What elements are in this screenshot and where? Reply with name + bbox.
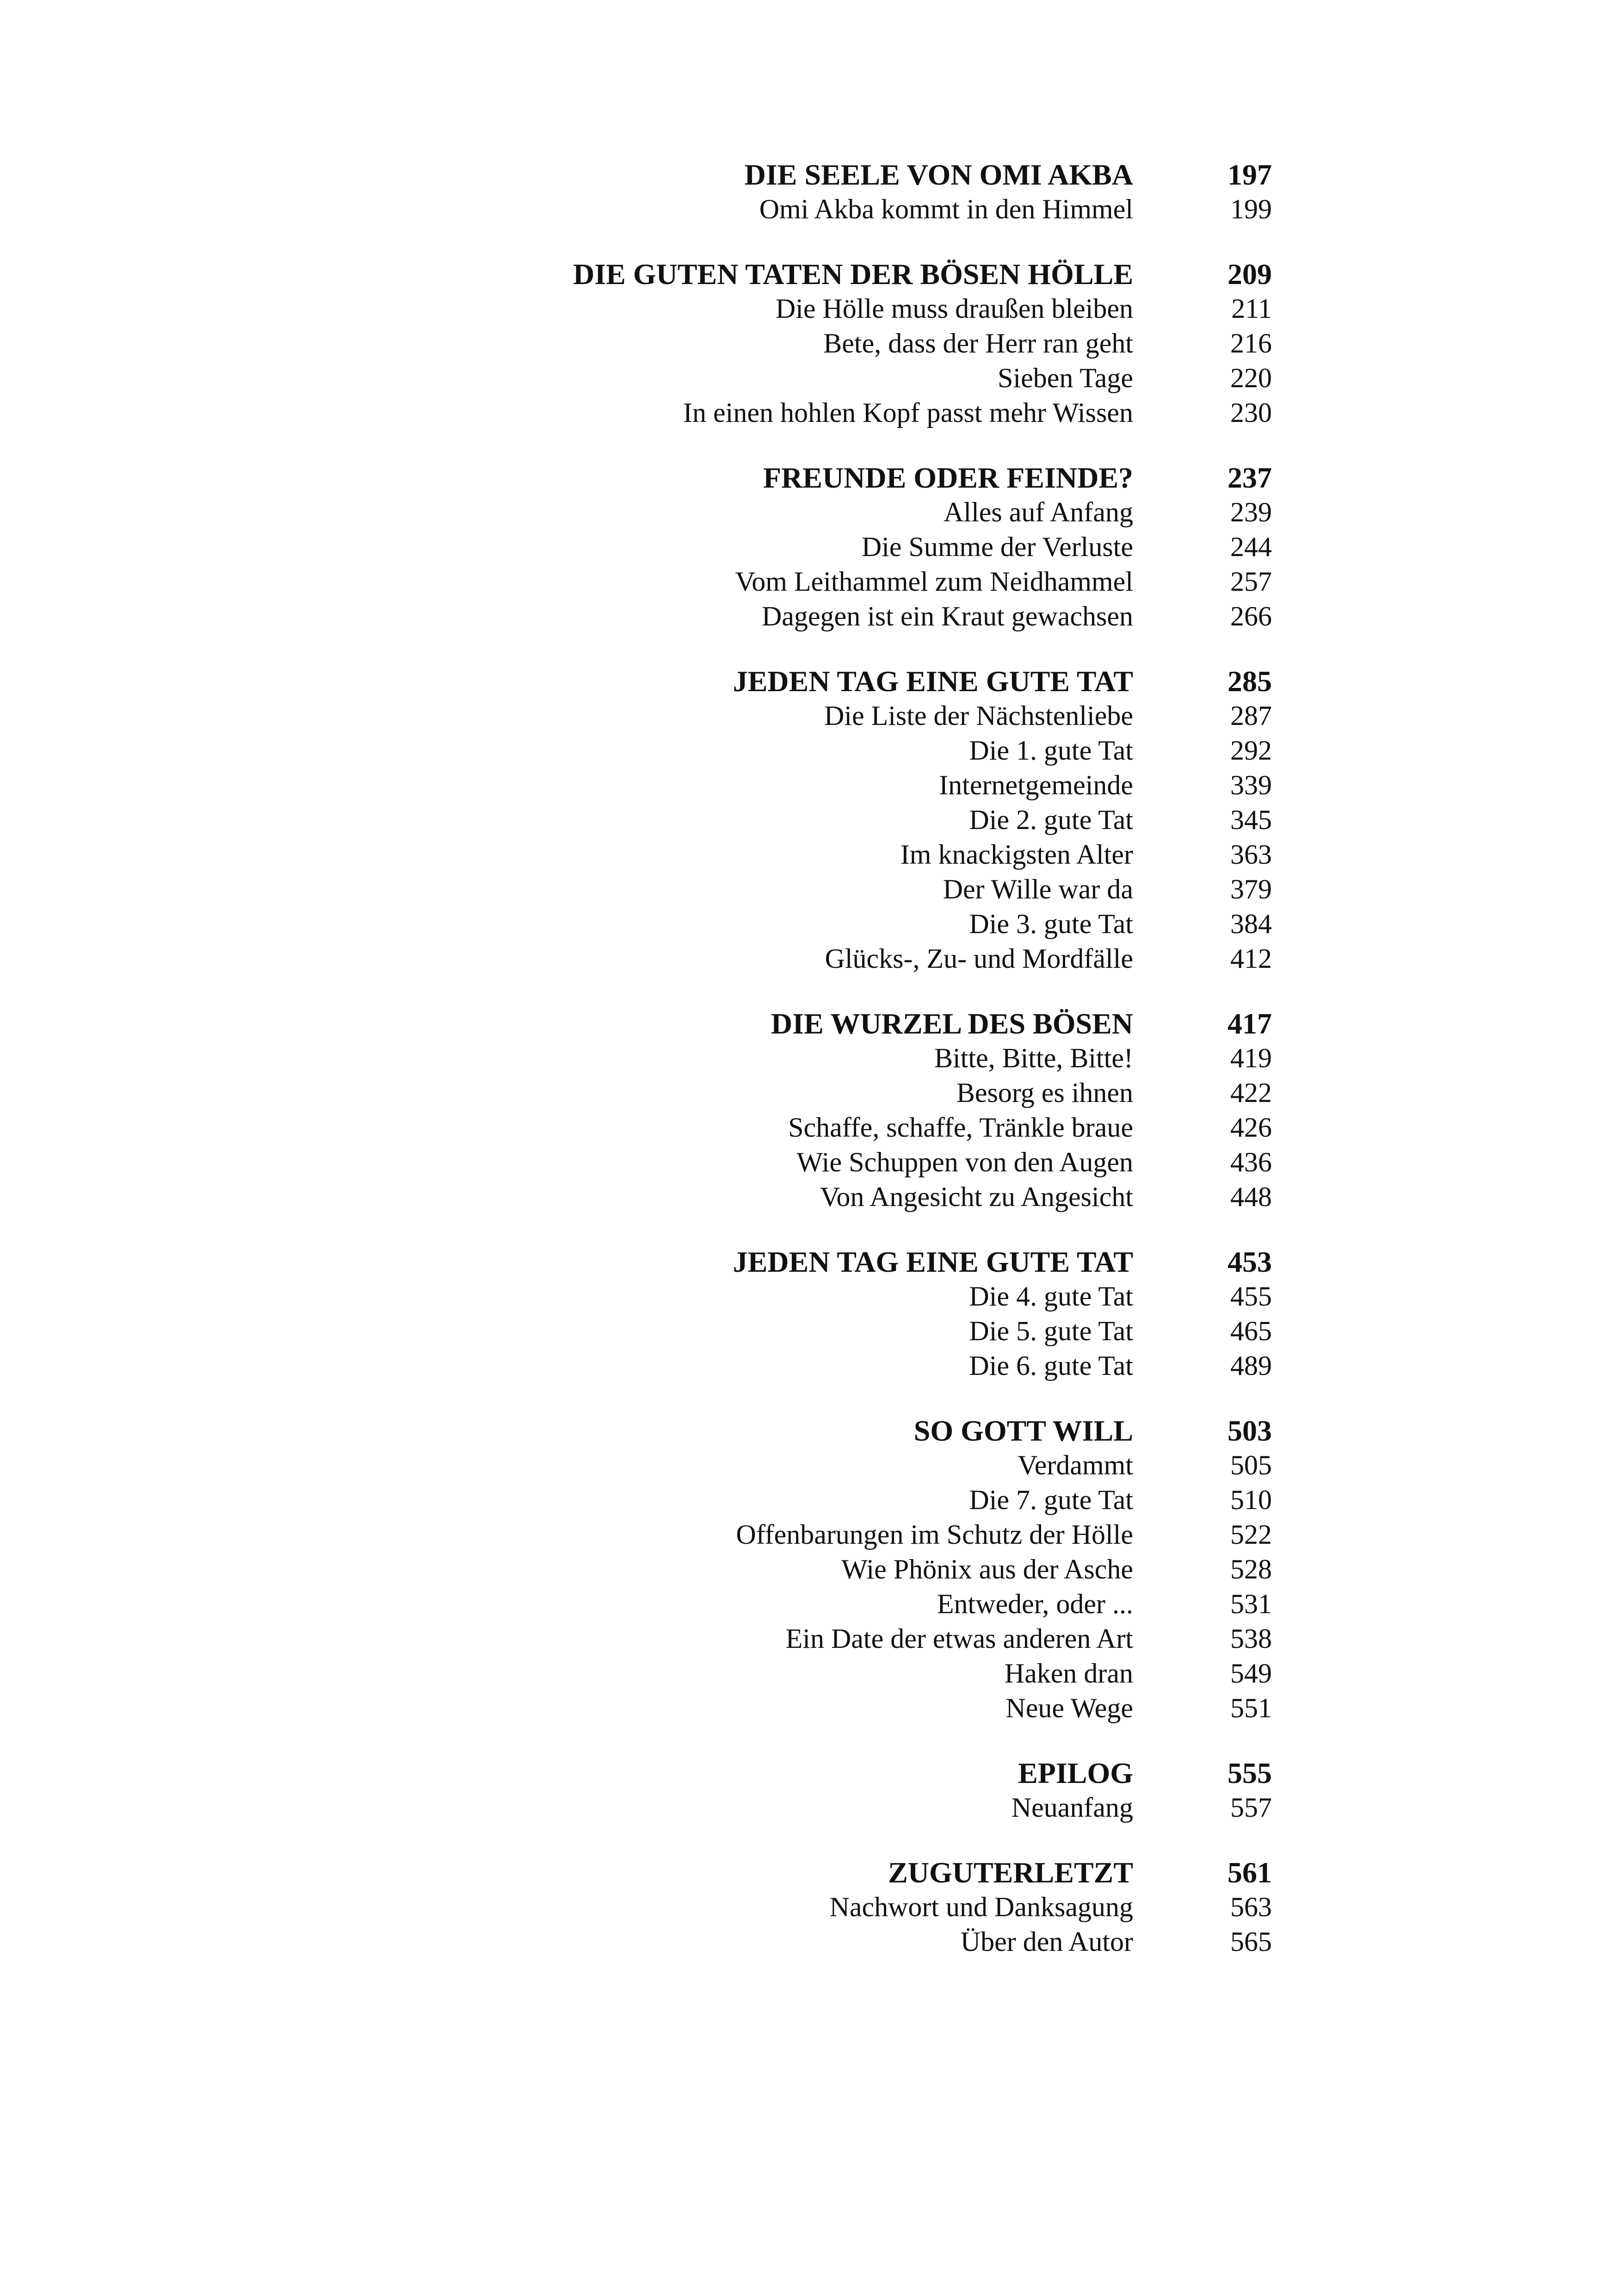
toc-section [0,664,1616,976]
subchapter-title: Die Hölle muss draußen bleiben [775,293,1133,324]
subchapter-title: Die 4. gute Tat [969,1281,1133,1312]
chapter-title: JEDEN TAG EINE GUTE TAT [733,665,1133,698]
subchapter-title: Im knackigsten Alter [900,839,1133,870]
chapter-page-number: 453 [1227,1245,1272,1278]
subchapter-entry [0,872,1616,907]
subchapter-page-number: 422 [1230,1077,1272,1108]
toc-section [0,1006,1616,1214]
subchapter-entry [0,768,1616,803]
subchapter-entry [0,1925,1616,1959]
chapter-title: SO GOTT WILL [913,1414,1133,1447]
subchapter-entry [0,1552,1616,1587]
chapter-entry [0,664,1616,699]
chapter-entry [0,1006,1616,1041]
subchapter-entry [0,495,1616,530]
subchapter-entry [0,1076,1616,1110]
table-of-contents [0,157,1616,1989]
subchapter-page-number: 538 [1230,1623,1272,1654]
subchapter-page-number: 230 [1230,397,1272,428]
chapter-page-number: 285 [1227,665,1272,698]
subchapter-page-number: 551 [1230,1693,1272,1723]
subchapter-page-number: 426 [1230,1112,1272,1143]
subchapter-title: Offenbarungen im Schutz der Hölle [736,1519,1133,1550]
subchapter-entry [0,1349,1616,1383]
subchapter-title: Ein Date der etwas anderen Art [785,1623,1133,1654]
subchapter-page-number: 565 [1230,1926,1272,1957]
subchapter-entry [0,1110,1616,1145]
chapter-entry [0,1244,1616,1279]
subchapter-title: Haken dran [1004,1658,1133,1689]
toc-section [0,460,1616,634]
subchapter-entry [0,699,1616,733]
subchapter-entry [0,1279,1616,1314]
subchapter-page-number: 528 [1230,1554,1272,1584]
subchapter-title: Die 7. gute Tat [969,1485,1133,1515]
subchapter-title: Neue Wege [1005,1693,1133,1723]
subchapter-page-number: 412 [1230,943,1272,974]
subchapter-title: Internetgemeinde [939,770,1133,800]
chapter-entry [0,460,1616,495]
toc-section [0,1413,1616,1726]
chapter-page-number: 209 [1227,258,1272,291]
subchapter-page-number: 379 [1230,874,1272,904]
subchapter-entry [0,1041,1616,1076]
subchapter-title: Wie Schuppen von den Augen [796,1147,1133,1177]
subchapter-page-number: 436 [1230,1147,1272,1177]
toc-section [0,1756,1616,1825]
chapter-entry [0,1413,1616,1448]
chapter-title: FREUNDE ODER FEINDE? [763,461,1133,494]
subchapter-title: Schaffe, schaffe, Tränkle braue [788,1112,1133,1143]
subchapter-title: Verdammt [1018,1450,1133,1480]
subchapter-page-number: 448 [1230,1182,1272,1212]
subchapter-entry [0,1790,1616,1825]
chapter-title: EPILOG [1018,1757,1133,1789]
subchapter-page-number: 531 [1230,1589,1272,1619]
subchapter-title: Die 1. gute Tat [969,735,1133,766]
subchapter-title: Die Summe der Verluste [861,532,1133,562]
subchapter-page-number: 257 [1230,566,1272,597]
subchapter-entry [0,291,1616,326]
subchapter-entry [0,941,1616,976]
chapter-title: JEDEN TAG EINE GUTE TAT [733,1245,1133,1278]
toc-section [0,1855,1616,1959]
subchapter-entry [0,1145,1616,1180]
subchapter-entry [0,326,1616,361]
subchapter-entry [0,1621,1616,1656]
subchapter-entry [0,564,1616,599]
chapter-entry [0,157,1616,192]
chapter-entry [0,1756,1616,1790]
subchapter-entry [0,803,1616,837]
subchapter-page-number: 199 [1230,194,1272,224]
subchapter-entry [0,907,1616,941]
subchapter-page-number: 465 [1230,1316,1272,1346]
chapter-page-number: 555 [1227,1757,1272,1789]
chapter-title: DIE WURZEL DES BÖSEN [771,1007,1133,1040]
chapter-title: ZUGUTERLETZT [888,1856,1133,1889]
subchapter-page-number: 549 [1230,1658,1272,1689]
chapter-title: DIE SEELE VON OMI AKBA [744,158,1133,191]
subchapter-entry [0,1890,1616,1925]
subchapter-page-number: 239 [1230,497,1272,527]
subchapter-entry [0,396,1616,430]
subchapter-page-number: 522 [1230,1519,1272,1550]
subchapter-title: Die 6. gute Tat [969,1350,1133,1381]
subchapter-title: Von Angesicht zu Angesicht [820,1182,1133,1212]
chapter-page-number: 197 [1227,158,1272,191]
subchapter-title: Nachwort und Danksagung [829,1892,1133,1922]
subchapter-title: Bitte, Bitte, Bitte! [934,1043,1133,1073]
subchapter-title: Der Wille war da [943,874,1133,904]
toc-section [0,1244,1616,1383]
subchapter-entry [0,1483,1616,1517]
subchapter-page-number: 510 [1230,1485,1272,1515]
subchapter-entry [0,1180,1616,1214]
subchapter-page-number: 345 [1230,805,1272,835]
subchapter-title: Wie Phönix aus der Asche [841,1554,1133,1584]
subchapter-entry [0,1517,1616,1552]
subchapter-page-number: 266 [1230,601,1272,631]
subchapter-title: Omi Akba kommt in den Himmel [759,194,1133,224]
subchapter-title: Alles auf Anfang [944,497,1133,527]
subchapter-title: Die Liste der Nächstenliebe [824,700,1133,731]
subchapter-page-number: 292 [1230,735,1272,766]
subchapter-entry [0,837,1616,872]
subchapter-entry [0,1587,1616,1621]
chapter-title: DIE GUTEN TATEN DER BÖSEN HÖLLE [573,258,1133,291]
subchapter-page-number: 455 [1230,1281,1272,1312]
subchapter-title: In einen hohlen Kopf passt mehr Wissen [683,397,1133,428]
subchapter-title: Über den Autor [960,1926,1133,1957]
subchapter-title: Neuanfang [1011,1792,1133,1823]
subchapter-entry [0,192,1616,227]
subchapter-page-number: 563 [1230,1892,1272,1922]
subchapter-title: Dagegen ist ein Kraut gewachsen [761,601,1133,631]
subchapter-entry [0,1314,1616,1349]
chapter-page-number: 237 [1227,461,1272,494]
subchapter-page-number: 339 [1230,770,1272,800]
subchapter-page-number: 489 [1230,1350,1272,1381]
subchapter-page-number: 384 [1230,909,1272,939]
subchapter-title: Die 5. gute Tat [969,1316,1133,1346]
subchapter-page-number: 216 [1230,328,1272,359]
subchapter-title: Besorg es ihnen [956,1077,1133,1108]
chapter-page-number: 503 [1227,1414,1272,1447]
subchapter-entry [0,1448,1616,1483]
subchapter-title: Vom Leithammel zum Neidhammel [735,566,1133,597]
subchapter-title: Entweder, oder ... [937,1589,1133,1619]
subchapter-page-number: 505 [1230,1450,1272,1480]
subchapter-entry [0,1656,1616,1691]
chapter-entry [0,257,1616,291]
subchapter-entry [0,530,1616,564]
subchapter-entry [0,599,1616,634]
subchapter-page-number: 557 [1230,1792,1272,1823]
chapter-page-number: 561 [1227,1856,1272,1889]
subchapter-title: Glücks-, Zu- und Mordfälle [825,943,1133,974]
subchapter-entry [0,733,1616,768]
subchapter-entry [0,1691,1616,1726]
subchapter-page-number: 244 [1230,532,1272,562]
subchapter-page-number: 363 [1230,839,1272,870]
subchapter-page-number: 419 [1230,1043,1272,1073]
toc-section [0,257,1616,430]
subchapter-entry [0,361,1616,396]
subchapter-title: Bete, dass der Herr ran geht [823,328,1133,359]
subchapter-page-number: 220 [1230,363,1272,393]
toc-section [0,157,1616,227]
subchapter-title: Die 2. gute Tat [969,805,1133,835]
chapter-entry [0,1855,1616,1890]
subchapter-title: Sieben Tage [998,363,1133,393]
chapter-page-number: 417 [1227,1007,1272,1040]
subchapter-title: Die 3. gute Tat [969,909,1133,939]
subchapter-page-number: 211 [1231,293,1272,324]
subchapter-page-number: 287 [1230,700,1272,731]
